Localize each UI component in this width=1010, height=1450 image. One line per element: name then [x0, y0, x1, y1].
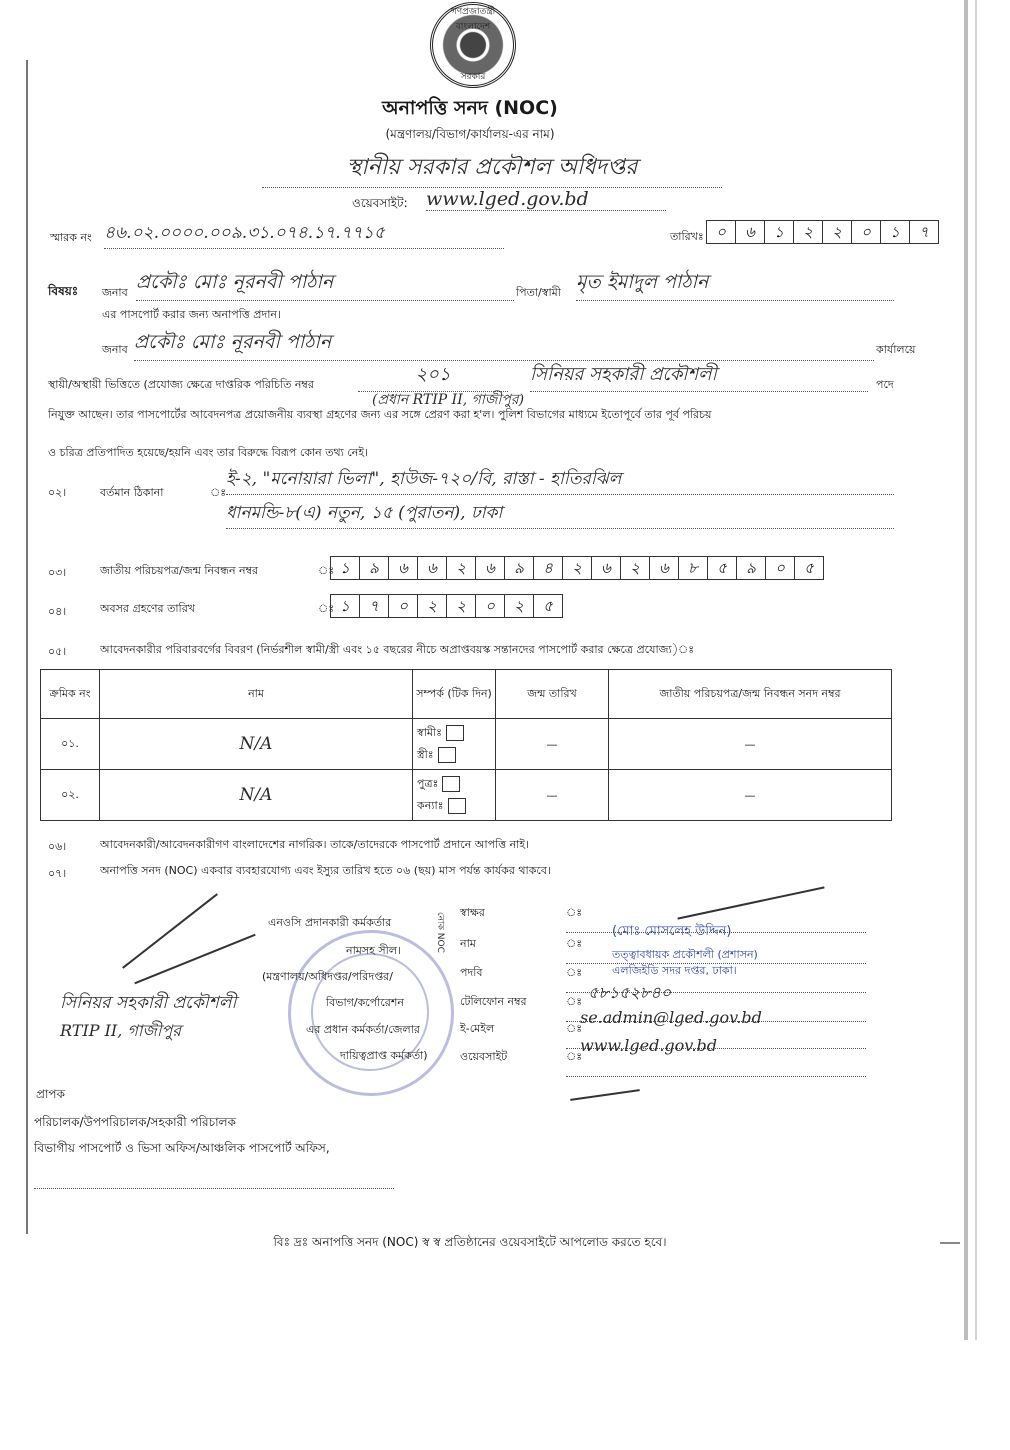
date-digit: ৭ — [919, 223, 929, 241]
row-sl: ০২. — [41, 770, 100, 821]
nid-digit: ৫ — [804, 559, 814, 577]
row-name: N/A — [100, 770, 413, 821]
issuer-label-5: এর প্রধান কর্মকর্তা/জেলার — [306, 1023, 420, 1036]
page-right-edge-2 — [975, 0, 977, 1340]
nid-boxes — [330, 556, 824, 580]
stamp-vertical-text: নোক NOC — [435, 912, 445, 953]
table-row — [41, 770, 892, 821]
issuer-website: www.lged.gov.bd — [580, 1036, 718, 1055]
nid-digit: ৫ — [708, 557, 737, 579]
subject-line2: এর পাসপোর্ট করার জন্য অনাপত্তি প্রদান। — [102, 308, 281, 321]
row-nid: — — [609, 719, 892, 770]
basis-text: স্থায়ী/অস্থায়ী ভিত্তিতে (প্রযোজ্য ক্ষেত্রে দাপ্তরিক পরিচিতি নম্বর — [48, 378, 314, 391]
posting-place: (প্রধান RTIP II, গাজীপুর) — [372, 392, 525, 408]
relation-label: স্ত্রীঃ — [417, 748, 434, 761]
item-07-text: অনাপত্তি সনদ (NOC) একবার ব্যবহারযোগ্য এবং ইস্যুর তারিখ হতে ০৬ (ছয়) মাস পর্যন্ত কার্যকর থাকবে। — [100, 864, 551, 877]
item-06-num: ০৬। — [48, 840, 67, 853]
relation-checkbox[interactable] — [438, 747, 456, 763]
issuer-label-3: (মন্ত্রণালয়/অধিদপ্তর/পরিদপ্তর/ — [262, 970, 393, 983]
col-header-sl: ক্রমিক নং — [41, 670, 100, 719]
retire-digit: ৭ — [360, 595, 389, 617]
date-digit: ২ — [823, 221, 852, 243]
seal-bottom-text: সরকার — [460, 72, 486, 82]
website-value: www.lged.gov.bd — [426, 188, 666, 211]
item-05-label: আবেদনকারীর পরিবারবর্গের বিবরণ (নির্ভরশীল স্বামী/স্ত্রী এবং ১৫ বছরের নীচে অপ্রাপ্তবয়স্ক সন্তানদের পাসপোর্ট করার ক্ষেত্রে প্রযোজ্য)ঃ — [100, 643, 695, 656]
subject-name-prefix: জনাব — [102, 286, 128, 299]
signature-field: ঃ — [566, 904, 880, 936]
row-dob: — — [496, 719, 609, 770]
issuer-label-1: এনওসি প্রদানকারী কর্মকর্তার — [268, 916, 392, 929]
retire-digit: ০ — [389, 595, 418, 617]
left-signature-line-2: RTIP II, গাজীপুর — [60, 1021, 182, 1040]
field-designation-label: পদবি — [460, 966, 483, 979]
website-field: ঃ — [566, 1048, 880, 1080]
nid-digit: ০ — [766, 557, 795, 579]
item-03-num: ০৩। — [48, 566, 67, 579]
name-field: ঃ — [566, 935, 880, 967]
recipient-line-2: বিভাগীয় পাসপোর্ট ও ভিসা অফিস/আঞ্চলিক পাসপোর্ট অফিস, — [34, 1141, 330, 1155]
nid-digit: ৬ — [476, 557, 505, 579]
applicant-name: প্রকৌঃ মোঃ নূরনবী পাঠান — [136, 268, 514, 301]
footer-note: বিঃ দ্রঃ অনাপত্তি সনদ (NOC) স্ব স্ব প্রতিষ্ঠানের ওয়েবসাইটে আপলোড করতে হবে। — [0, 1234, 940, 1254]
document-subtitle: (মন্ত্রণালয়/বিভাগ/কার্যালয়-এর নাম) — [385, 127, 555, 141]
row-dob: — — [496, 770, 609, 821]
item-05-num: ০৫। — [48, 645, 67, 658]
relation-label: স্বামীঃ — [417, 726, 443, 739]
memo-value: ৪৬.০২.০০০০.০০৯.৩১.০৭৪.১৭.৭৭১৫ — [104, 220, 504, 249]
nid-digit: ৮ — [679, 557, 708, 579]
retire-digit: ১ — [331, 595, 360, 617]
issuer-phone: ৫৮১৫২৮৪০ — [588, 983, 672, 1002]
row-sl: ০১. — [41, 719, 100, 770]
initial-signature — [570, 1089, 640, 1101]
name2-prefix: জনাব — [102, 343, 128, 356]
item-04-num: ০৪। — [48, 605, 67, 618]
office-suffix: কার্যালয়ে — [876, 343, 916, 356]
memo-label: স্মারক নং — [50, 231, 92, 244]
father-name: মৃত ইমাদুল পাঠান — [576, 268, 894, 301]
nid-digit: ৯ — [360, 557, 389, 579]
page-left-edge — [26, 60, 28, 1240]
issue-date-boxes — [706, 220, 939, 244]
retire-digit: ২ — [418, 595, 447, 617]
issuer-name: (মোঃ মোসলেহ উদ্দিন) — [612, 924, 732, 939]
row-relation — [413, 719, 496, 770]
col-header-nid: জাতীয় পরিচয়পত্র/জন্ম নিবন্ধন সনদ নম্বর — [609, 670, 892, 719]
nid-digit: ২ — [621, 557, 650, 579]
recipient-address-blank — [34, 1188, 394, 1189]
row-relation — [413, 770, 496, 821]
field-signature-label: স্বাক্ষর — [460, 906, 485, 919]
nid-digit: ৬ — [650, 557, 679, 579]
family-table-header — [41, 670, 892, 719]
post-suffix: পদে — [876, 378, 894, 391]
left-signature-line-1: সিনিয়র সহকারী প্রকৌশলী — [60, 993, 237, 1013]
nid-digit: ২ — [447, 557, 476, 579]
retire-digit: ২ — [447, 595, 476, 617]
issuer-label-2: নামসহ সীল। — [346, 944, 401, 957]
present-address-line2: ধানমন্ডি-৮(এ) নতুন, ১৫ (পুরাতন), ঢাকা — [226, 500, 894, 529]
left-signature-stroke-2 — [134, 934, 255, 985]
item-06-text: আবেদনকারী/আবেদনকারীগণ বাংলাদেশের নাগরিক। তাকে/তাদেরকে পাসপোর্ট প্রদানে আপত্তি নাই। — [100, 838, 530, 851]
relation-checkbox[interactable] — [446, 725, 464, 741]
field-website-label: ওয়েবসাইট — [460, 1050, 508, 1063]
nid-digit: ৯ — [737, 557, 766, 579]
col-header-dob: জন্ম তারিখ — [496, 670, 609, 719]
retire-digit: ০ — [476, 595, 505, 617]
nid-digit: ২ — [563, 557, 592, 579]
page-right-edge — [964, 0, 968, 1340]
date-digit: ০ — [852, 221, 881, 243]
relation-checkbox[interactable] — [448, 798, 466, 814]
subject-label: বিষয়ঃ — [48, 284, 79, 298]
retirement-date-boxes — [330, 594, 563, 618]
item-02-num: ০২। — [48, 486, 67, 499]
date-label: তারিখঃ — [670, 230, 704, 243]
relation-label: কন্যাঃ — [417, 799, 444, 812]
date-digit: ০ — [707, 221, 736, 243]
date-digit: ৬ — [736, 221, 765, 243]
nid-digit: ৪ — [534, 557, 563, 579]
issuer-designation-2: এলজিইডি সদর দপ্তর, ঢাকা। — [612, 964, 737, 977]
issuer-label-6: দায়িত্বপ্রাপ্ত কর্মকর্তা) — [340, 1049, 428, 1062]
retire-digit: ২ — [505, 595, 534, 617]
item-03-label: জাতীয় পরিচয়পত্র/জন্ম নিবন্ধন নম্বর — [100, 564, 259, 577]
date-digit: ১ — [765, 221, 794, 243]
website-label: ওয়েবসাইট: — [352, 196, 408, 210]
para-line: নিযুক্ত আছেন। তার পাসপোর্টের আবেদনপত্র প্রয়োজনীয় ব্যবস্থা গ্রহণের জন্য এর সঙ্গে প্রেরণ করা হ'ল। পুলিশ বিভাগের মাধ্যমে ইতোপূর্বে তার পূর্ব পরিচয় — [48, 408, 712, 421]
col-header-relation: সম্পর্ক (টিক দিন) — [413, 670, 496, 719]
nid-digit: ৬ — [592, 557, 621, 579]
nid-digit: ১ — [331, 557, 360, 579]
para-line-2: ও চরিত্র প্রতিপাদিত হয়েছে/হয়নি এবং তার বিরুদ্ধে বিরূপ কোন তথ্য নেই। — [48, 446, 368, 459]
recipient-line-1: পরিচালক/উপপরিচালক/সহকারী পরিচালক — [34, 1115, 236, 1129]
item-07-num: ০৭। — [48, 867, 67, 880]
field-phone-label: টেলিফোন নম্বর — [460, 995, 527, 1008]
retire-digit: ৫ — [543, 597, 553, 615]
issuer-label-4: বিভাগ/কর্পোরেশন — [326, 996, 404, 1009]
table-row — [41, 719, 892, 770]
designation-field: ঃ — [566, 964, 880, 996]
col-header-name: নাম — [100, 670, 413, 719]
field-email-label: ই-মেইল — [460, 1022, 495, 1035]
left-signature-stroke — [122, 893, 218, 968]
item-02-label: বর্তমান ঠিকানা — [100, 486, 164, 499]
relation-label: পুত্রঃ — [417, 777, 439, 790]
nid-digit: ৬ — [389, 557, 418, 579]
official-id: ২০১ — [358, 360, 508, 392]
field-name-label: নাম — [460, 937, 476, 950]
nid-digit: ৬ — [418, 557, 447, 579]
nid-digit: ৯ — [505, 557, 534, 579]
issuer-email: se.admin@lged.gov.bd — [580, 1008, 762, 1027]
date-digit: ২ — [794, 221, 823, 243]
designation: সিনিয়র সহকারী প্রকৌশলী — [530, 360, 868, 392]
present-address-line1: ই-২, "মনোয়ারা ভিলা", হাউজ-৭২০/বি, রাস্তা - হাতিরঝিল — [226, 466, 894, 495]
phone-field: ঃ — [566, 993, 880, 1025]
recipient-label: প্রাপক — [36, 1087, 65, 1101]
row-nid: — — [609, 770, 892, 821]
date-digit: ১ — [881, 221, 910, 243]
government-seal — [430, 2, 516, 88]
relation-checkbox[interactable] — [442, 776, 460, 792]
item-04-label: অবসর গ্রহণের তারিখ — [100, 602, 195, 615]
email-field: ঃ — [566, 1020, 880, 1052]
office-name: স্থানীয় সরকার প্রকৌশল অধিদপ্তর — [262, 150, 722, 188]
issuer-designation-1: তত্ত্বাবধায়ক প্রকৌশলী (প্রশাসন) — [612, 948, 758, 961]
document-title: অনাপত্তি সনদ (NOC) — [382, 97, 558, 119]
row-name: N/A — [100, 719, 413, 770]
applicant-name-2: প্রকৌঃ মোঃ নূরনবী পাঠান — [134, 328, 874, 361]
seal-top-text: গণপ্রজাতন্ত্রী বাংলাদেশ — [450, 7, 496, 32]
father-label: পিতা/স্বামী — [516, 286, 561, 299]
family-table — [40, 669, 892, 821]
